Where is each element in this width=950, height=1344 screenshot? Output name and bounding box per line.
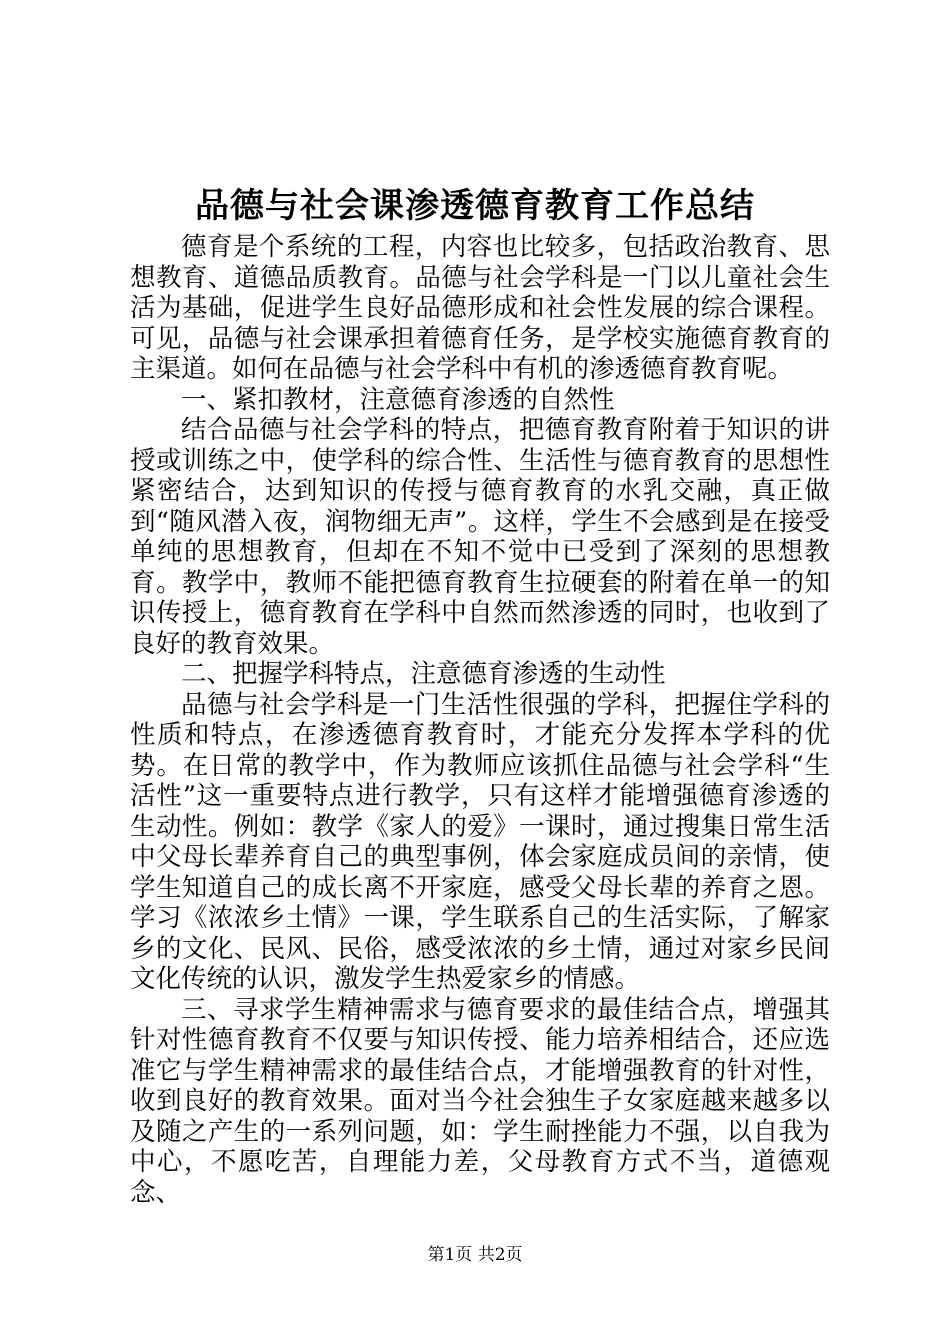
paragraph-section-1: 结合品德与社会学科的特点，把德育教育附着于知识的讲授或训练之中，使学科的综合性、生活性与德育教育的思想性紧密结合，达到知识的传授与德育教育的水乳交融，真正做到“随风潜入夜，润物细无声”。这样，学生不会感到是在接受单纯的思想教育，但却在不知不觉中已受到了深刻的思想教育。教学中，教师不能把德育教育生拉硬套的附着在单一的知识传授上，德育教育在学科中自然而然渗透的同时，也收到了良好的教育效果。: [130, 415, 830, 659]
document-title: 品德与社会课渗透德育教育工作总结: [195, 186, 755, 226]
paragraph-section-3: 三、寻求学生精神需求与德育要求的最佳结合点，增强其针对性德育教育不仅要与知识传授、能力培养相结合，还应选准它与学生精神需求的最佳结合点，才能增强教育的针对性，收到良好的教育效果。面对当今社会独生子女家庭越来越多以及随之产生的一系列问题，如：学生耐挫能力不强，以自我为中心，不愿吃苦，自理能力差，父母教育方式不当，道德观念、: [130, 994, 830, 1208]
document-body: [130, 232, 830, 1208]
page-number-footer: 第1页 共2页: [427, 1245, 523, 1265]
paragraph-section-2: 品德与社会学科是一门生活性很强的学科，把握住学科的性质和特点，在渗透德育教育时，才能充分发挥本学科的优势。在日常的教学中，作为教师应该抓住品德与社会学科“生活性”这一重要特点进行教学，只有这样才能增强德育渗透的生动性。例如：教学《家人的爱》一课时，通过搜集日常生活中父母长辈养育自己的典型事例，体会家庭成员间的亲情，使学生知道自己的成长离不开家庭，感受父母长辈的养育之恩。学习《浓浓乡土情》一课，学生联系自己的生活实际，了解家乡的文化、民风、民俗，感受浓浓的乡土情，通过对家乡民间文化传统的认识，激发学生热爱家乡的情感。: [130, 689, 830, 994]
section-heading-1: 一、紧扣教材，注意德育渗透的自然性: [181, 384, 615, 415]
section-heading-2: 二、把握学科特点，注意德育渗透的生动性: [181, 659, 666, 689]
paragraph-intro: 德育是个系统的工程，内容也比较多，包括政治教育、思想教育、道德品质教育。品德与社会学科是一门以儿童社会生活为基础，促进学生良好品德形成和社会性发展的综合课程。可见，品德与社会课承担着德育任务，是学校实施德育教育的主渠道。如何在品德与社会学科中有机的渗透德育教育呢。: [130, 232, 830, 384]
